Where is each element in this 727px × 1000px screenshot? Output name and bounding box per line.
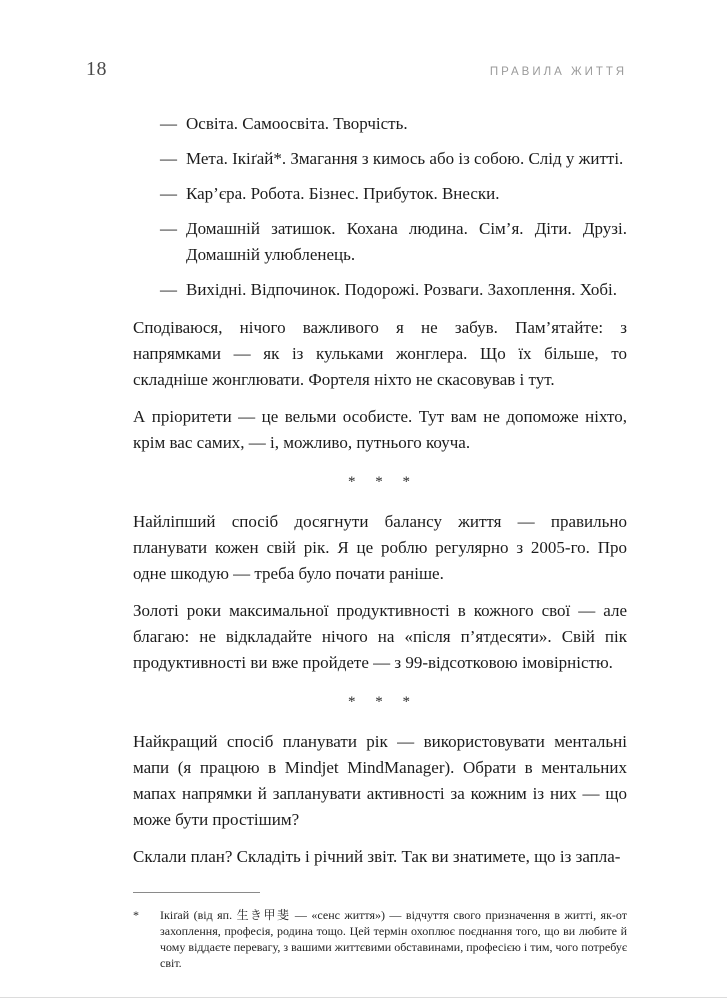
body-paragraph: А пріоритети — це вельми особисте. Тут вам не допоможе ніхто, крім вас самих, — і, можливо, путнього коуча. [133, 407, 627, 452]
page-body [133, 111, 627, 870]
footnote-row [133, 907, 627, 971]
topic-item [160, 146, 627, 172]
topic-item [160, 277, 627, 303]
running-title: ПРАВИЛА ЖИТТЯ [489, 66, 627, 78]
body-paragraph: Склали план? Складіть і річний звіт. Так ви знатимете, що із запла- [133, 847, 621, 866]
topic-list [133, 111, 627, 303]
page-header [86, 58, 627, 81]
em-dash-marker: — [160, 149, 177, 168]
body-paragraph: Золоті роки максимальної продуктивності в кожного свої — але благаю: не відкладайте нічого на «після п’ятдесяти». Свій пік продуктивності ви вже пройдете — з 99-відсотковою імовірністю. [133, 601, 627, 672]
section-separator: * * * [348, 474, 412, 490]
em-dash-marker: — [160, 219, 177, 238]
footnote-rule [133, 892, 260, 893]
topic-item [160, 181, 627, 207]
topic-item [160, 216, 627, 268]
topic-text: Домашній затишок. Кохана людина. Сім’я. Діти. Друзі. Домашній улюбленець. [186, 219, 627, 264]
body-paragraph: Найкращий спосіб планувати рік — використовувати ментальні мапи (я працюю в Mindjet MindManager). Обрати в ментальних мапах напрямки й запланувати активності за кожним із них — що може бути простішим? [133, 732, 627, 829]
topic-text: Вихідні. Відпочинок. Подорожі. Розваги. Захоплення. Хобі. [186, 280, 618, 299]
page-number: 18 [86, 58, 107, 80]
body-paragraph: Найліпший спосіб досягнути балансу життя — правильно планувати кожен свій рік. Я це роблю регулярно з 2005-го. Про одне шкодую — треба було почати раніше. [133, 512, 627, 583]
em-dash-marker: — [160, 114, 177, 133]
footnote [133, 892, 627, 971]
topic-text: Мета. Ікіґай*. Змагання з кимось або із собою. Слід у житті. [186, 149, 624, 168]
page-bottom-edge [0, 997, 727, 998]
topic-text: Кар’єра. Робота. Бізнес. Прибуток. Внески. [186, 184, 500, 203]
section-separator: * * * [348, 694, 412, 710]
topic-text: Освіта. Самоосвіта. Творчість. [186, 114, 408, 133]
em-dash-marker: — [160, 280, 177, 299]
footnote-text: Ікіґай (від яп. 生き甲斐 — «сенс життя») — відчуття свого призначення в житті, як-от захоплення, професія, родина тощо. Цей термін охоплює поєднання того, що ви любите й чому віддаєте перевагу, з вашими життєвими обставинами, професією і тим, чого потребує світ. [160, 908, 627, 970]
em-dash-marker: — [160, 184, 177, 203]
topic-item [160, 111, 627, 137]
body-paragraph: Сподіваюся, нічого важливого я не забув. Пам’ятайте: з напрямками — як із кульками жонглера. Що їх більше, то складніше жонглювати. Фортеля ніхто не скасовував і тут. [133, 318, 627, 389]
footnote-marker: * [133, 908, 139, 922]
